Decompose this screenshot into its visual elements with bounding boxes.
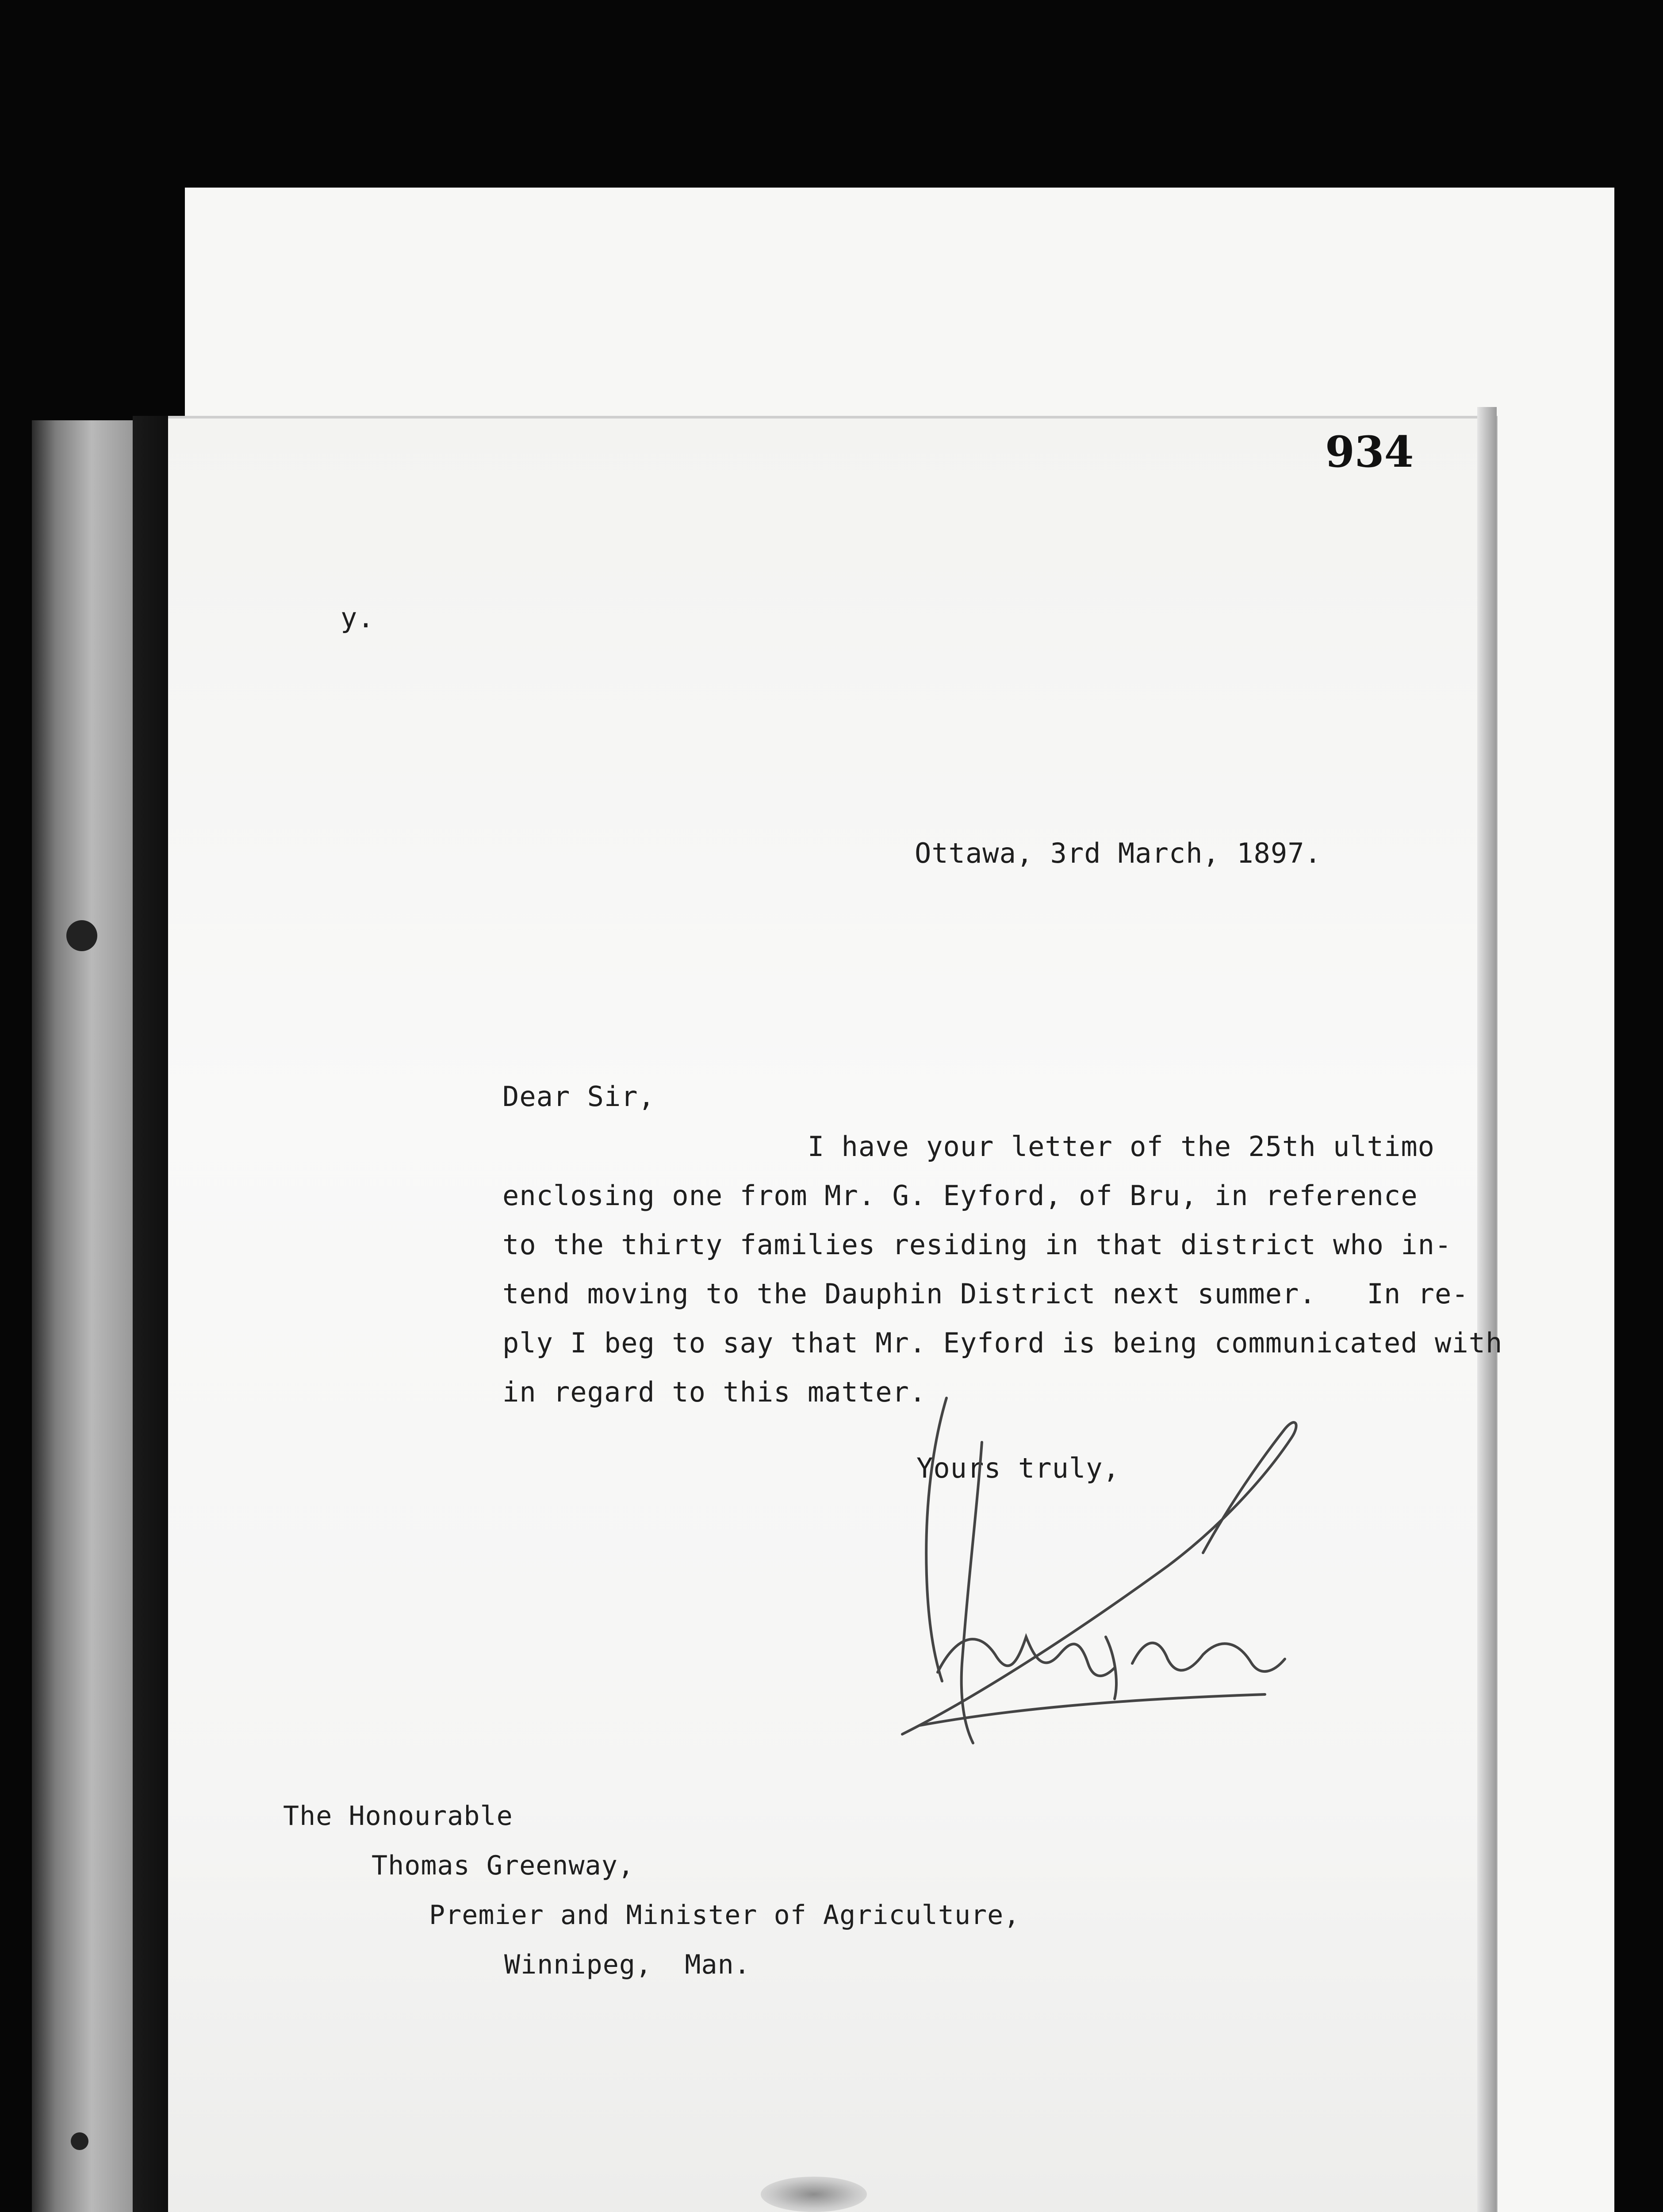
body-line: in regard to this matter. — [502, 1376, 927, 1408]
body-line: enclosing one from Mr. G. Eyford, of Bru, in reference — [502, 1179, 1418, 1212]
closing: Yours truly, — [916, 1452, 1120, 1484]
salutation: Dear Sir, — [502, 1080, 655, 1113]
ink-smudge — [761, 2177, 867, 2212]
letter-edge — [1477, 407, 1497, 2212]
address-line: Premier and Minister of Agriculture, — [429, 1900, 1020, 1931]
page-number: 934 — [1325, 427, 1414, 477]
address-line: The Honourable — [283, 1801, 513, 1832]
spine-blot — [71, 2132, 88, 2150]
body-line: I have your letter of the 25th ultimo — [502, 1130, 1435, 1163]
spine-blot — [66, 920, 97, 951]
body-line: to the thirty families residing in that district who in- — [502, 1229, 1452, 1261]
body-line: tend moving to the Dauphin District next summer. In re- — [502, 1278, 1469, 1310]
body-line: ply I beg to say that Mr. Eyford is being communicated with — [502, 1327, 1503, 1359]
address-line: Winnipeg, Man. — [504, 1949, 751, 1980]
handwritten-signature — [885, 1389, 1327, 1761]
dateline: Ottawa, 3rd March, 1897. — [915, 837, 1322, 869]
letter-sheet — [168, 416, 1498, 2212]
address-line: Thomas Greenway, — [372, 1850, 634, 1881]
stray-mark: y. — [341, 602, 375, 634]
